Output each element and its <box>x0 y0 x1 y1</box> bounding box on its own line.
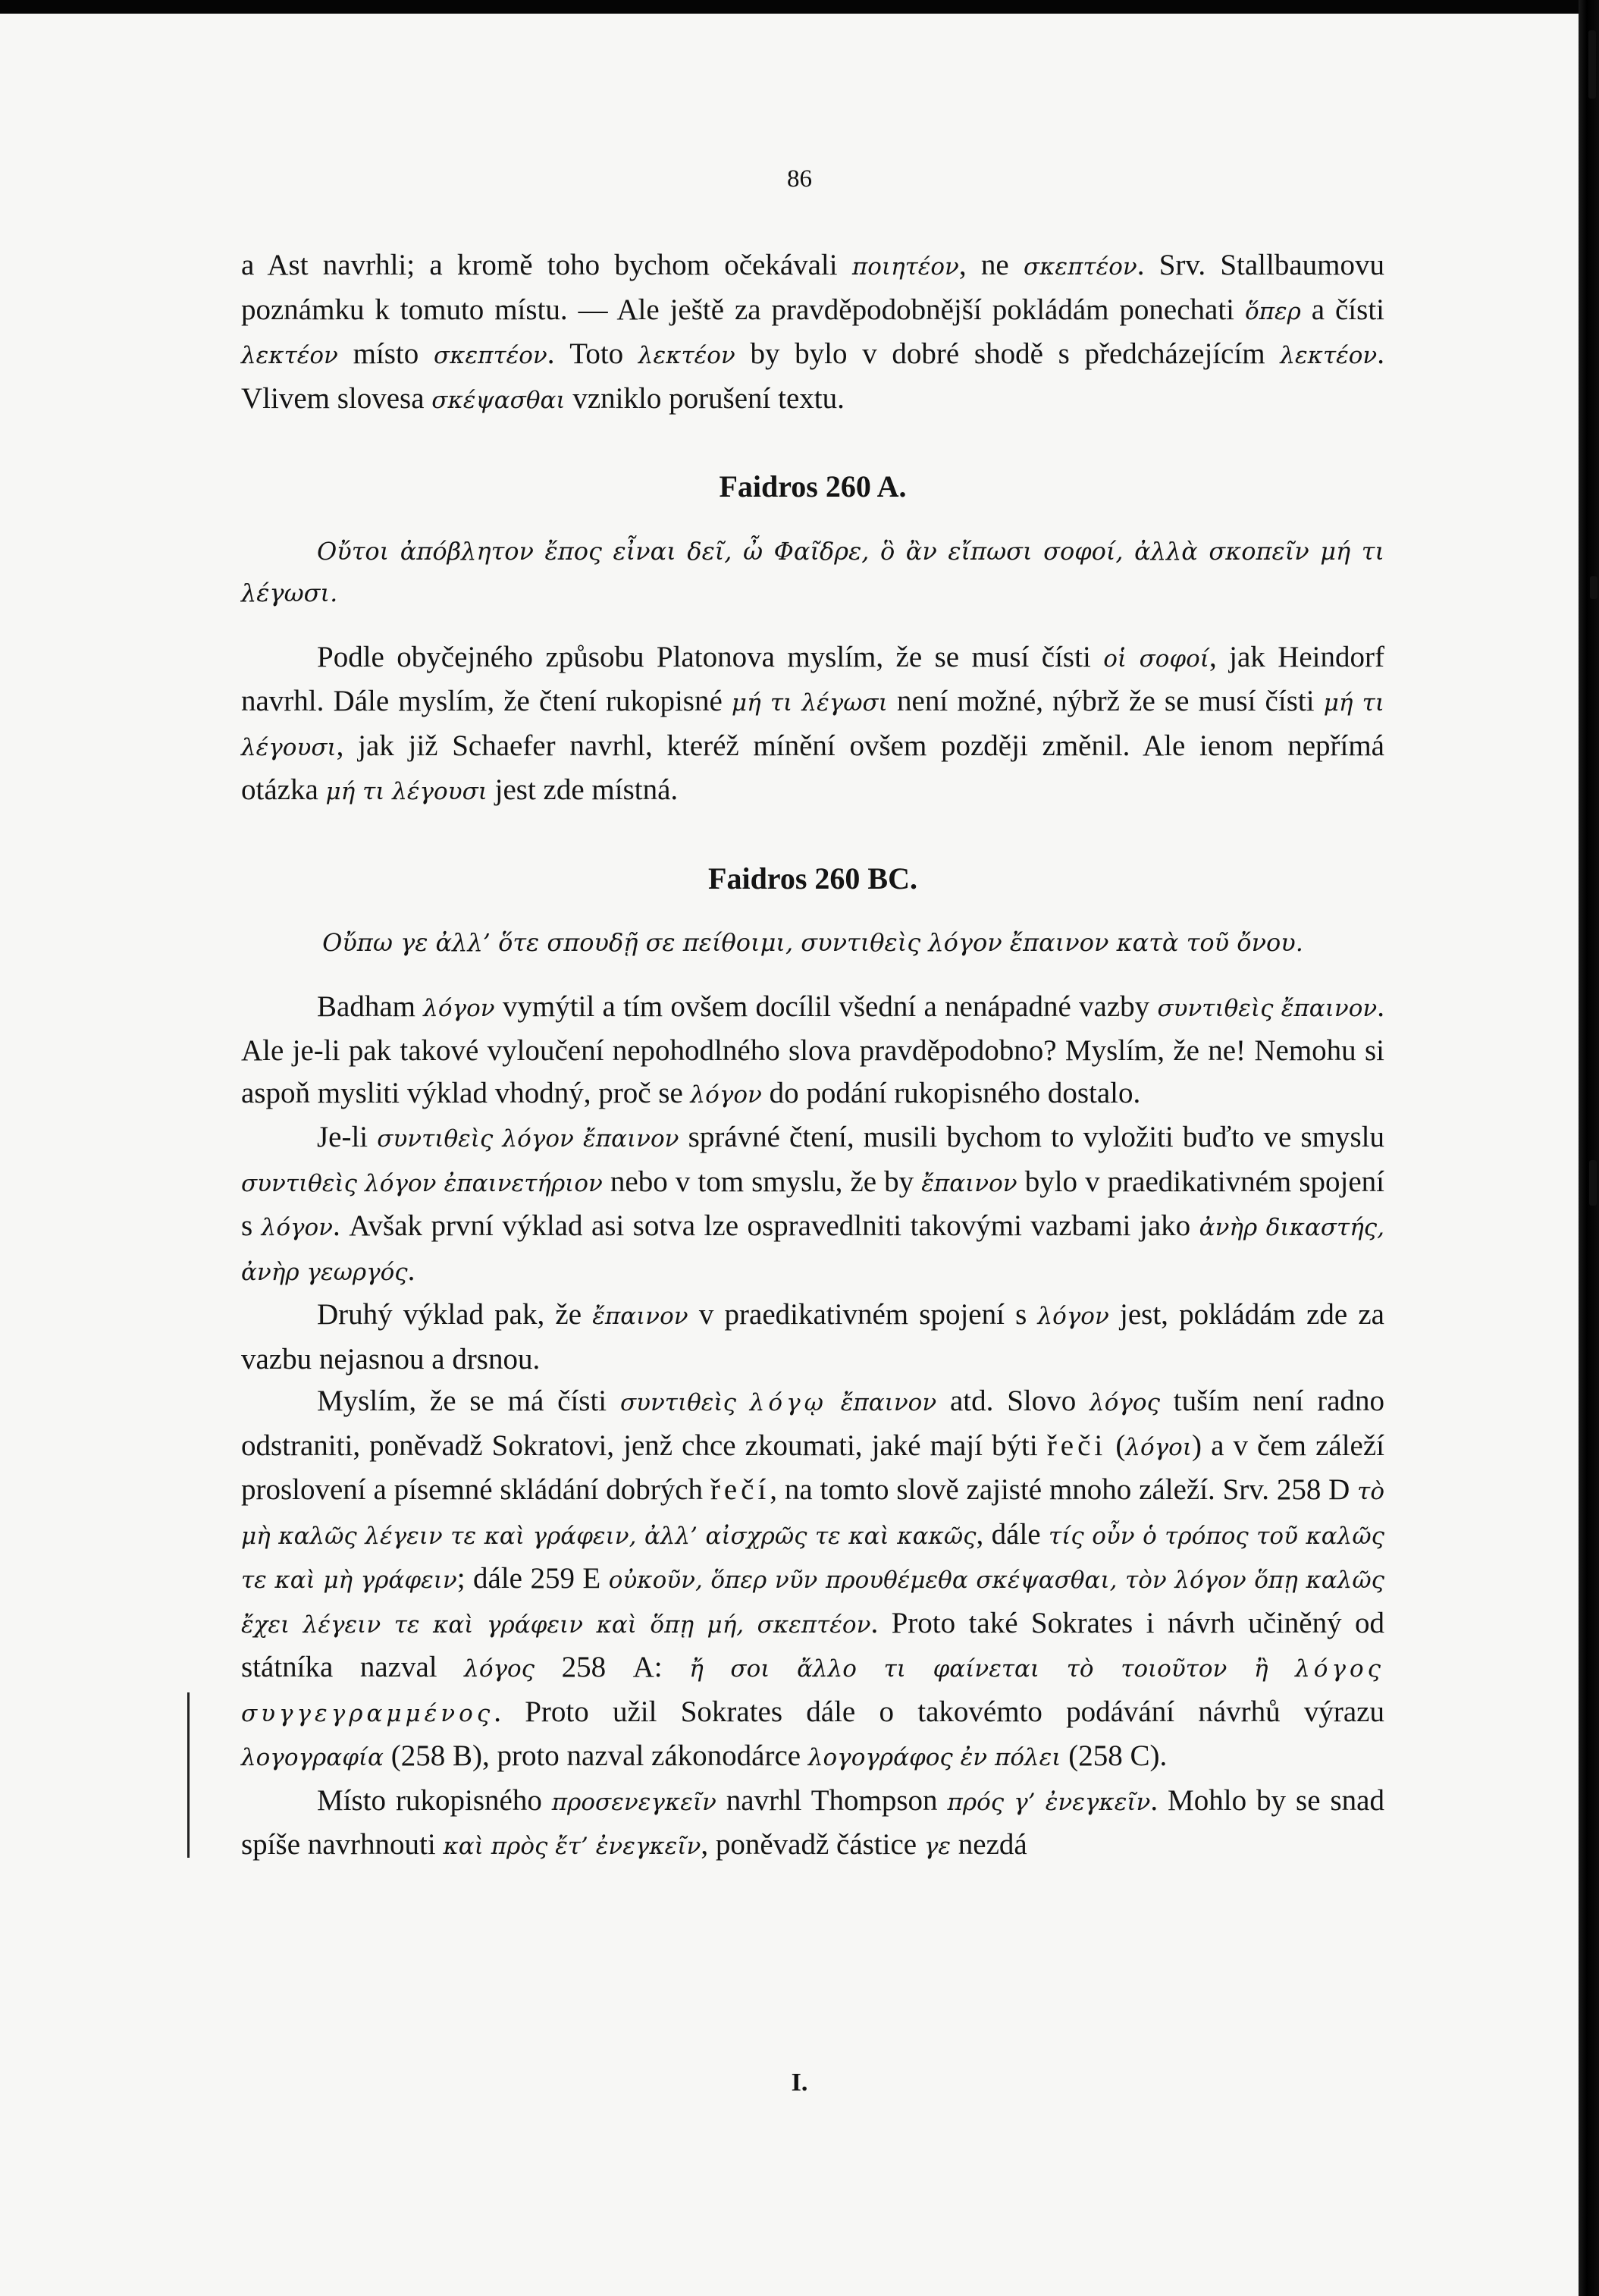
edge-mark <box>1590 576 1597 599</box>
text: atd. Slovo <box>936 1385 1090 1417</box>
text: . <box>407 1253 415 1287</box>
text: tuším není radno odstraniti, poněvadž Sokratovi, jenž chce zkoumati, jaké mají býti <box>241 1385 1385 1462</box>
paragraph-4 <box>241 1116 1384 1294</box>
text: Badham <box>317 990 424 1023</box>
text: , dále <box>976 1517 1049 1551</box>
text-body <box>241 244 1384 1868</box>
edge-mark <box>1588 30 1596 99</box>
text: do podání rukopisného dostalo. <box>761 1076 1141 1109</box>
text: by bylo v dobré shodě s předcházejícím <box>735 337 1281 370</box>
greek-text: ὅπερ <box>1244 297 1301 325</box>
signature-mark: I. <box>791 2069 808 2097</box>
text: , jak Heindorf navrhl. Dále myslím, že čtení rukopisné <box>241 640 1384 717</box>
greek-text: οὐκοῦν, ὅπερ νῦν προυθέμεθα σκέψασθαι, τὸν λόγον ὅπῃ καλῶς ἔχει λέγειν τε καὶ γράφειν καὶ ὅπῃ μή, σκεπτέον <box>241 1567 1384 1639</box>
greek-quote: Οὔτοι ἀπόβλητον ἔπος εἶναι δεῖ, ὦ Φαῖδρε, ὃ ἂν εἴπωσι σοφοί, ἀλλὰ σκοπεῖν μή τι λέγωσι. <box>241 536 1384 607</box>
greek-text: ἔπαινον <box>592 1303 688 1330</box>
greek-text-spaced: λόγῳ <box>749 1389 827 1416</box>
section-heading: Faidros 260 BC. <box>708 861 917 896</box>
greek-text: ποιητέον <box>851 253 959 281</box>
text: , na tomto slově zajisté mnoho záleží. Srv. 258 D <box>770 1473 1358 1506</box>
text: , ne <box>958 249 1024 281</box>
greek-text: λόγον <box>1037 1303 1109 1330</box>
text: . Vlivem slovesa <box>241 337 1384 415</box>
text: . Srv. Stallbaumovu poznámku k tomuto místu. — Ale ještě za pravděpodobnější pokládám ponechati <box>241 249 1384 326</box>
paragraph-2 <box>241 636 1384 814</box>
text: nebo v tom smyslu, že by <box>602 1165 922 1198</box>
page-edge-shadow <box>1579 0 1599 2296</box>
greek-text: καὶ πρὸς ἔτ’ ἐνεγκεῖν <box>443 1833 701 1860</box>
text: 258 A: <box>535 1651 690 1683</box>
text: . Ale je-li pak takové vyloučení nepohodlného slova pravděpodobno? Myslím, že ne! Nemohu si aspoň mysliti výklad vhodný, proč se <box>241 990 1385 1109</box>
greek-text: λογογράφος ἐν πόλει <box>807 1744 1061 1771</box>
text: bylo v praedikativném spojení s <box>241 1165 1384 1242</box>
greek-text: λεκτέον <box>241 342 338 369</box>
paragraph-7 <box>241 1780 1384 1868</box>
text-spaced: řečí <box>710 1473 770 1506</box>
text: navrhl Thompson <box>716 1783 948 1817</box>
text: Myslím, že se má čísti <box>317 1385 620 1417</box>
greek-text: μή τι λέγουσι <box>325 778 488 805</box>
greek-text: συντιθεὶς λόγον ἔπαινον <box>377 1125 679 1153</box>
greek-text-spaced: λόγος συγγεγραμμένος <box>241 1655 1385 1727</box>
greek-text: προσενεγκεῖν <box>551 1788 716 1816</box>
greek-text: οἱ σοφοί <box>1103 645 1209 673</box>
text: a Ast navrhli; a kromě toho bychom očekávali <box>241 249 852 281</box>
text: Druhý výklad pak, že <box>317 1298 593 1331</box>
greek-text: ἤ σοι ἄλλο τι φαίνεται τὸ τοιοῦτον ἢ <box>689 1655 1268 1683</box>
text: . Proto užil Sokrates dále o takovémto podávání návrhů výrazu <box>494 1695 1384 1728</box>
greek-text: σκεπτέον <box>433 342 547 369</box>
text: není možné, nýbrž že se musí čísti <box>887 685 1324 717</box>
greek-text: λογογραφία <box>241 1744 384 1771</box>
edge-mark <box>1589 1160 1597 1206</box>
greek-text: σκέψασθαι <box>431 386 566 414</box>
text: Místo rukopisného <box>317 1783 552 1817</box>
paragraph-5 <box>241 1294 1384 1380</box>
greek-text: μή τι λέγουσι <box>241 689 1384 761</box>
text: . Avšak první výklad asi sotva lze ospravedlniti takovými vazbami jako <box>333 1209 1199 1242</box>
text: ) a v čem záleží proslovení a písemné skládání dobrých <box>241 1429 1384 1506</box>
greek-text: συντιθεὶς <box>619 1389 736 1416</box>
text: . Mohlo by se snad spíše navrhnouti <box>241 1783 1384 1861</box>
margin-line <box>187 1692 190 1858</box>
greek-text: λόγον <box>690 1081 762 1109</box>
text: , poněvadž částice <box>701 1828 924 1861</box>
text: Je-li <box>317 1121 378 1153</box>
text: jest zde místná. <box>487 773 679 806</box>
greek-quote: Οὔπω γε ἀλλ’ ὅτε σπουδῇ σε πείθοιμι, συντιθεὶς λόγον ἔπαινον κατὰ τοῦ ὄνου. <box>322 928 1303 957</box>
text: jest, pokládám zde za vazbu nejasnou a drsnou. <box>241 1298 1384 1375</box>
greek-text: ἔπαινον <box>921 1169 1017 1197</box>
text: . Proto také Sokrates i návrh učiněný od státníka nazval <box>241 1606 1384 1683</box>
text: , jak již Schaefer navrhl, kteréž mínění ovšem později změnil. Ale ienom nepřímá otázka <box>241 729 1384 806</box>
paragraph-6 <box>241 1380 1384 1780</box>
greek-text: τὸ μὴ καλῶς λέγειν τε καὶ γράφειν, ἀλλ’ αἰσχρῶς τε καὶ κακῶς <box>241 1478 1384 1550</box>
greek-text: λόγος <box>1090 1389 1160 1416</box>
greek-text: λεκτέον <box>1280 342 1378 369</box>
greek-text: συντιθεὶς ἔπαινον <box>1157 994 1378 1022</box>
text: (258 B), proto nazval zákonodárce <box>383 1739 808 1772</box>
greek-text: λόγον <box>423 994 495 1022</box>
text: vzniklo porušení textu. <box>565 381 845 415</box>
greek-text: γε <box>923 1833 952 1860</box>
greek-text: ἀνὴρ δικαστής, ἀνὴρ γεωργός <box>241 1214 1384 1286</box>
greek-text: λεκτέον <box>638 342 735 369</box>
paragraph-3 <box>241 986 1384 1117</box>
greek-text: ἔπαινον <box>840 1389 937 1416</box>
greek-text: λόγος <box>464 1655 535 1683</box>
text: ; dále 259 E <box>456 1562 609 1595</box>
page-number: 86 <box>787 165 812 193</box>
paragraph-1 <box>241 244 1384 422</box>
text: a čísti <box>1300 293 1384 326</box>
text: nezdá <box>951 1828 1027 1861</box>
greek-text: μή τι λέγωσι <box>731 689 888 717</box>
text: správné čtení, musili bychom to vyložiti buďto ve smyslu <box>679 1121 1384 1153</box>
section-heading: Faidros 260 A. <box>719 469 907 503</box>
text-spaced: řeči <box>1046 1429 1107 1462</box>
greek-text: συντιθεὶς λόγον ἐπαινετήριον <box>241 1169 603 1197</box>
text: vymýtil a tím ovšem docílil všední a nenápadné vazby <box>494 990 1158 1023</box>
greek-text: λόγοι <box>1125 1433 1193 1461</box>
text: . Toto <box>547 337 638 370</box>
text: v praedikativném spojení s <box>688 1298 1038 1331</box>
greek-text: πρός γ’ ἐνεγκεῖν <box>947 1788 1151 1816</box>
greek-text: λόγον <box>261 1214 334 1241</box>
greek-text: σκεπτέον <box>1023 253 1137 281</box>
text: místo <box>337 337 434 370</box>
text: (258 C). <box>1061 1739 1168 1772</box>
text: ( <box>1106 1429 1126 1462</box>
text: Podle obyčejného způsobu Platonova myslím, že se musí čísti <box>317 640 1104 673</box>
greek-text: τίς οὖν ὁ τρόπος τοῦ καλῶς τε καὶ μὴ γράφειν <box>241 1522 1384 1594</box>
